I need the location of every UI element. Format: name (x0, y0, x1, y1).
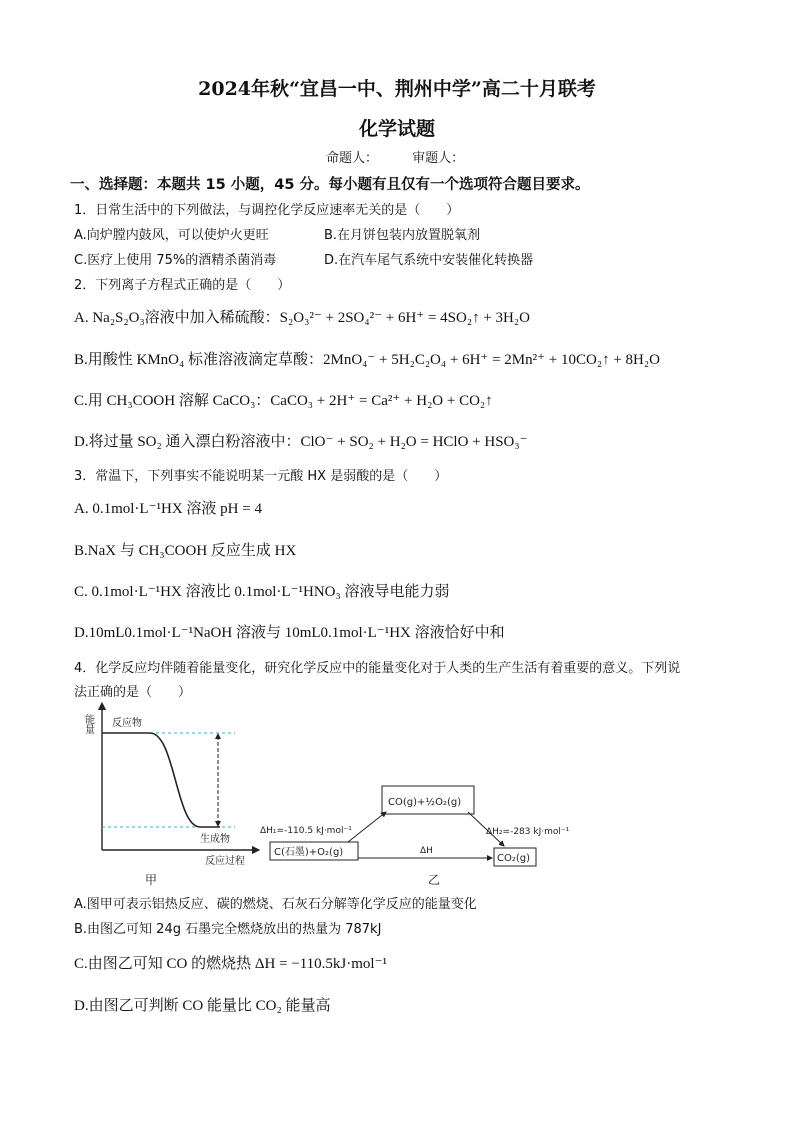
jia-energy-curve (102, 733, 220, 827)
q3-option-a: A. 0.1mol·L⁻¹HX 溶液 pH = 4 (74, 501, 262, 517)
yi-dh-label: ΔH (420, 846, 433, 856)
jia-product-label: 生成物 (200, 834, 230, 845)
yi-dh1-label: ΔH₁=-110.5 kJ·mol⁻¹ (260, 826, 352, 836)
q1-option-a: A.向炉膛内鼓风，可以使炉火更旺 (74, 228, 269, 243)
exam-subtitle: 化学试题 (358, 118, 435, 140)
q4-stem-line1: 4．化学反应均伴随着能量变化，研究化学反应中的能量变化对于人类的生产生活有着重要的意义。下列说 (74, 661, 681, 676)
q2-option-c: C.用 CH₃COOH 溶解 CaCO₃：CaCO₃ + 2H⁺ = Ca²⁺ + H₂O + CO₂↑ (74, 393, 493, 409)
yi-top-box-label: CO(g)+½O₂(g) (388, 797, 462, 808)
q2-option-b: B.用酸性 KMnO₄ 标准溶液滴定草酸：2MnO₄⁻ + 5H₂C₂O₄ + 6H⁺ = 2Mn²⁺ + 10CO₂↑ + 8H₂O (74, 352, 660, 368)
yi-dh2-label: ΔH₂=-283 kJ·mol⁻¹ (486, 827, 570, 837)
q1-option-b: B.在月饼包装内放置脱氧剂 (324, 228, 481, 243)
q4-stem-line2: 法正确的是（ ） (74, 685, 192, 700)
q4-option-c: C.由图乙可知 CO 的燃烧热 ΔH = −110.5kJ·mol⁻¹ (74, 956, 388, 972)
yi-arrow-1 (348, 812, 386, 842)
yi-left-box-label: C(石墨)+O₂(g) (274, 847, 344, 858)
q4-option-a: A.图甲可表示铝热反应、碳的燃烧、石灰石分解等化学反应的能量变化 (74, 897, 477, 912)
yi-right-box-label: CO₂(g) (497, 853, 531, 864)
q1-stem: 1．日常生活中的下列做法，与调控化学反应速率无关的是（ ） (74, 203, 460, 218)
authors-line (326, 147, 494, 166)
figure-yi (256, 780, 586, 892)
q2-option-d: D.将过量 SO₂ 通入漂白粉溶液中：ClO⁻ + SO₂ + H₂O = HClO + HSO₃⁻ (74, 434, 528, 450)
yi-caption: 乙 (428, 873, 441, 887)
q2-option-a: A. Na₂S₂O₃溶液中加入稀硫酸：S₂O₃²⁻ + 2SO₄²⁻ + 6H⁺ = 4SO₂↑ + 3H₂O (74, 310, 530, 326)
q1-option-d: D.在汽车尾气系统中安装催化转换器 (324, 253, 534, 268)
jia-caption: 甲 (145, 873, 158, 887)
jia-y-label: 能量 (82, 714, 94, 734)
section-heading: 一、选择题：本题共 15 小题，45 分。每小题有且仅有一个选项符合题目要求。 (70, 177, 590, 193)
q3-option-c: C. 0.1mol·L⁻¹HX 溶液比 0.1mol·L⁻¹HNO₃ 溶液导电能力弱 (74, 584, 450, 600)
q3-option-b: B.NaX 与 CH₃COOH 反应生成 HX (74, 543, 297, 559)
jia-reactant-label: 反应物 (112, 718, 142, 729)
jia-x-label: 反应过程 (205, 856, 245, 867)
reviewer-label: 审题人： (412, 151, 465, 166)
setter-label: 命题人： (326, 151, 379, 166)
exam-title: 2024年秋“宜昌一中、荆州中学”高二十月联考 (198, 78, 596, 100)
q2-stem: 2．下列离子方程式正确的是（ ） (74, 278, 291, 293)
q1-option-c: C.医疗上使用 75%的酒精杀菌消毒 (74, 253, 277, 268)
q3-stem: 3．常温下，下列事实不能说明某一元酸 HX 是弱酸的是（ ） (74, 469, 448, 484)
q4-option-d: D.由图乙可判断 CO 能量比 CO₂ 能量高 (74, 998, 331, 1014)
q3-option-d: D.10mL0.1mol·L⁻¹NaOH 溶液与 10mL0.1mol·L⁻¹HX 溶液恰好中和 (74, 625, 505, 641)
q4-option-b: B.由图乙可知 24g 石墨完全燃烧放出的热量为 787kJ (74, 922, 382, 937)
figure-jia (80, 700, 260, 890)
